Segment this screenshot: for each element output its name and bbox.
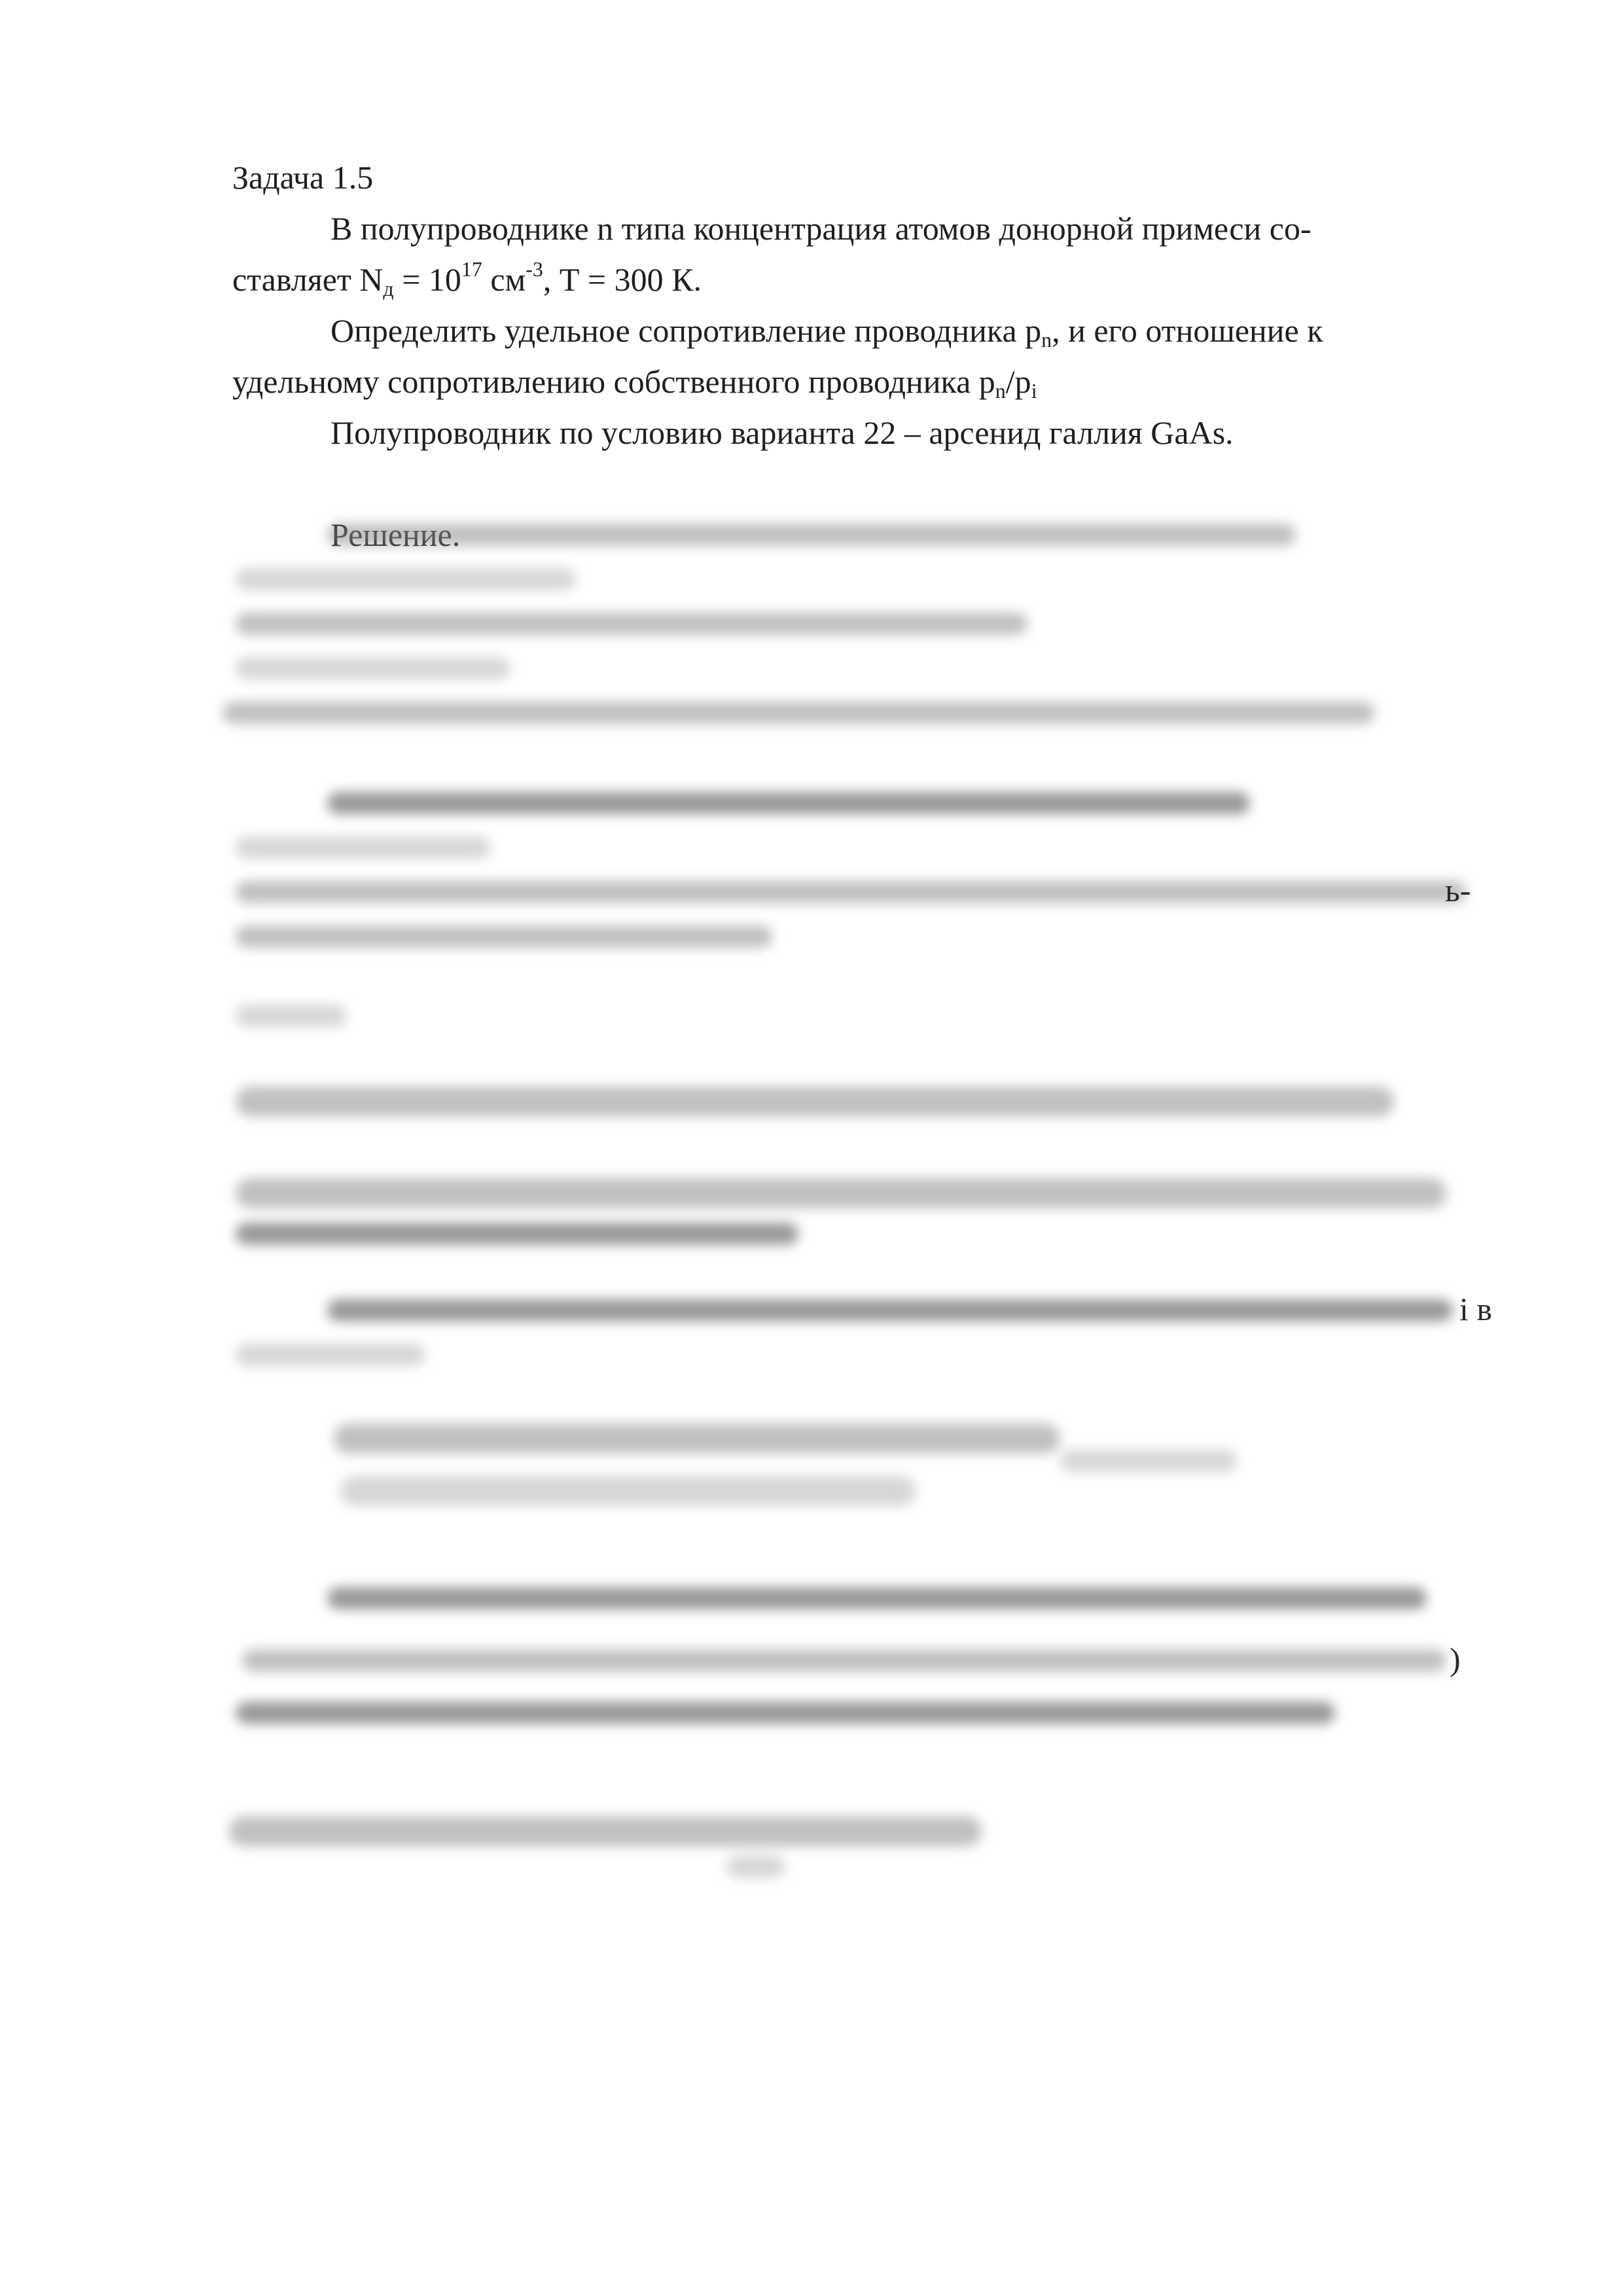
blurred-line [327,1587,1427,1609]
problem-text [232,152,1508,560]
problem-title: Задача 1.5 [232,159,374,196]
blurred-line [236,657,510,679]
task-line-2: удельному сопротивлению собственного проводника $р_n/р_i$ [232,363,1037,403]
condition-line-2: ставляет $N_д = 10^{17}$ $см^{-3}$, Т = 300 К. [232,257,702,300]
blurred-formula [229,1816,982,1846]
stray-glyph: ь- [1445,872,1471,908]
blurred-formula [236,1086,1394,1117]
task-line-1: Определить удельное сопротивление проводника $р_n$, и его отношение к [330,312,1323,351]
blurred-line [236,568,576,590]
blurred-formula [340,1476,916,1506]
blurred-line [236,613,1027,635]
blurred-line [236,1344,425,1366]
blurred-formula [726,1856,785,1878]
stray-glyph: і в [1459,1291,1492,1327]
blurred-line [236,1223,798,1245]
spacer [232,458,1508,509]
variant-line: Полупроводник по условию варианта 22 – арсенид галлия GaAs. [330,414,1234,451]
blurred-formula [1060,1450,1237,1472]
blurred-line [236,1005,347,1027]
blurred-line [236,1702,1335,1724]
condition-line-1: В полупроводнике n типа концентрация атомов донорной примеси со- [330,210,1311,247]
stray-glyph: ) [1450,1641,1461,1677]
blurred-line [327,792,1250,814]
blurred-line [236,836,491,859]
blurred-line [242,1649,1446,1672]
blurred-line [327,1299,1453,1321]
blurred-line [327,524,1296,546]
blurred-formula [334,1424,1060,1454]
blurred-line [223,702,1374,724]
blurred-formula [236,1178,1446,1208]
blurred-line [236,881,1466,903]
blurred-line [236,925,772,948]
